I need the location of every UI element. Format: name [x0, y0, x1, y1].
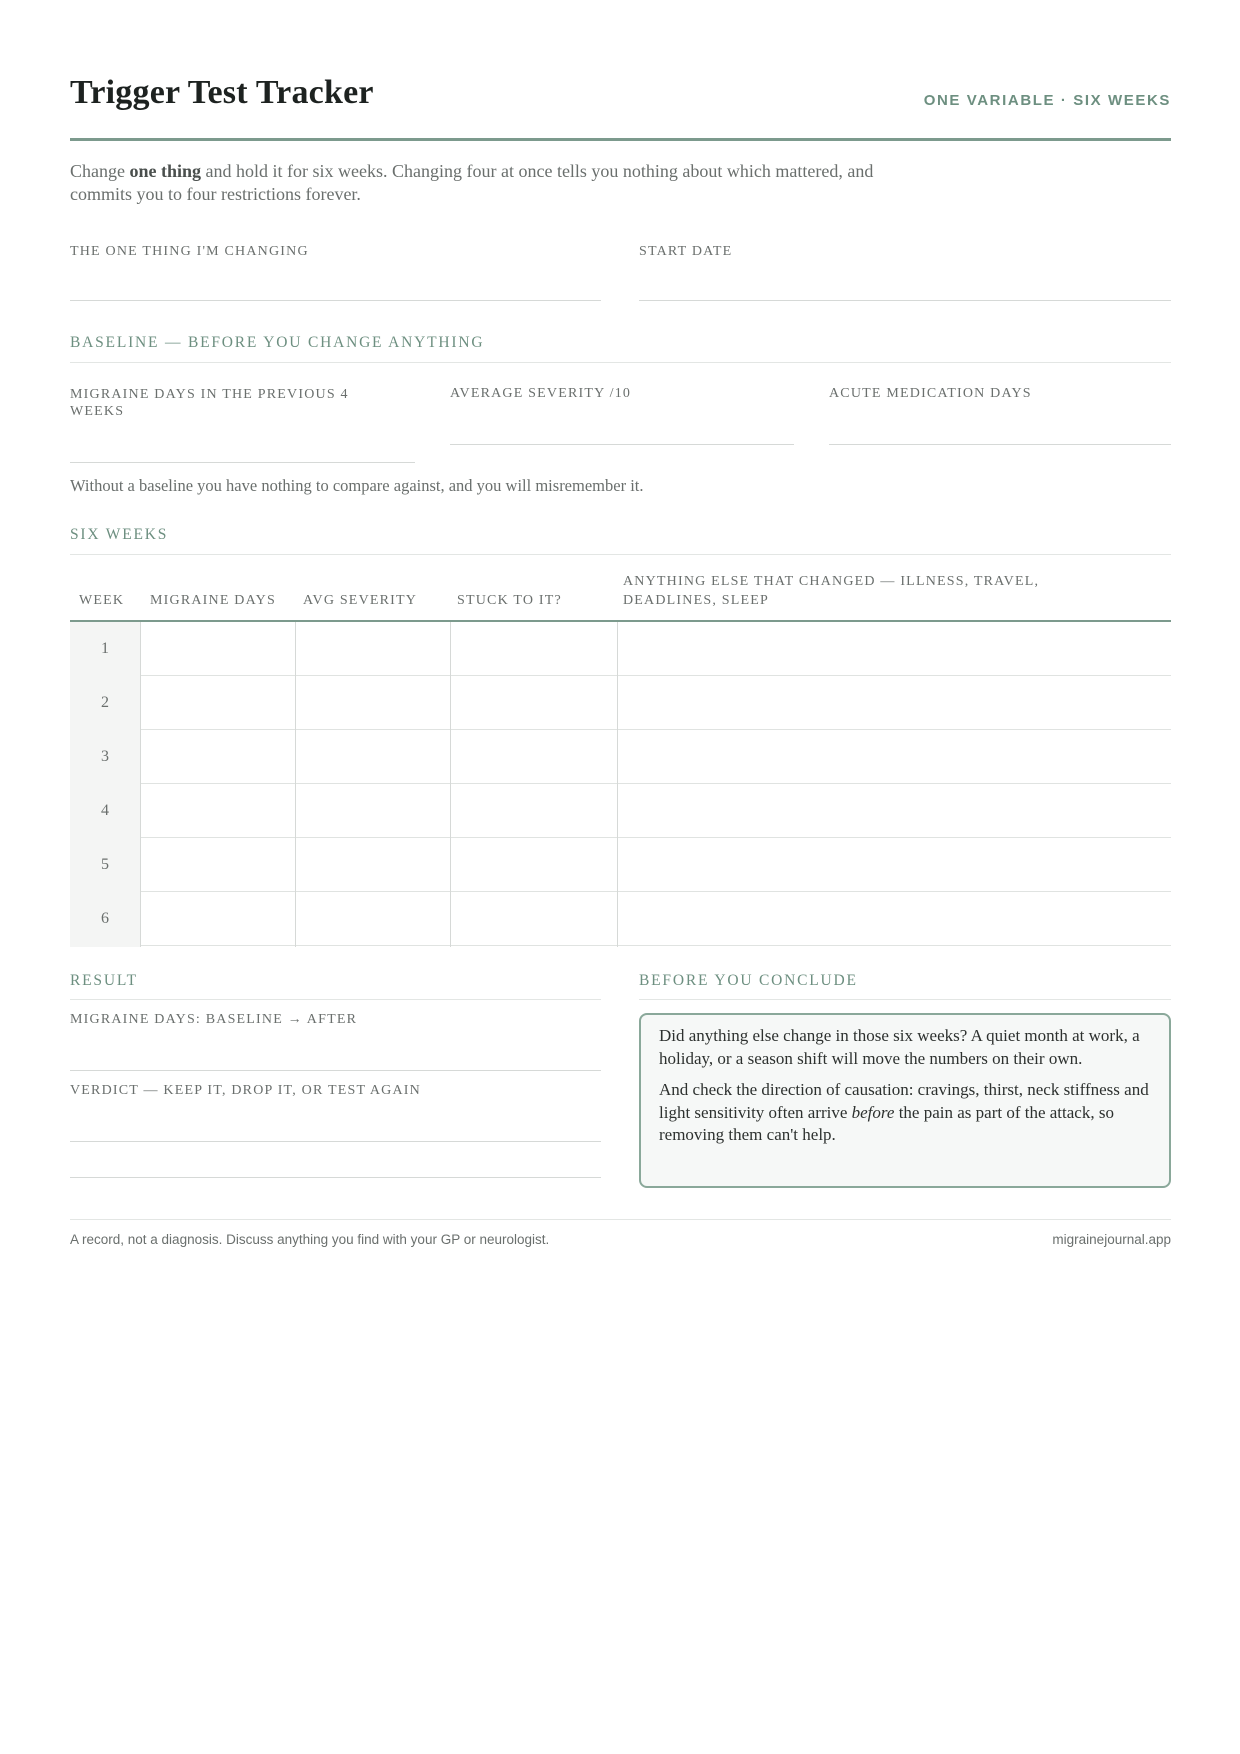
result-migraine-days-field[interactable]	[70, 1012, 601, 1072]
baseline-heading: BASELINE — BEFORE YOU CHANGE ANYTHING	[70, 334, 485, 351]
stuck-to-it-cell[interactable]	[450, 784, 618, 839]
week-number: 4	[70, 784, 141, 839]
table-row	[70, 730, 1171, 784]
anything-else-cell[interactable]	[617, 784, 1171, 839]
avg-severity-cell[interactable]	[295, 676, 451, 731]
six-weeks-table	[70, 568, 1171, 946]
col-stuck-to-it: STUCK TO IT?	[457, 593, 562, 608]
six-weeks-heading: SIX WEEKS	[70, 526, 169, 543]
migraine-days-cell[interactable]	[140, 730, 296, 785]
avg-severity-cell[interactable]	[295, 730, 451, 785]
week-number: 3	[70, 730, 141, 785]
week-number: 2	[70, 676, 141, 731]
anything-else-cell[interactable]	[617, 892, 1171, 947]
avg-severity-cell[interactable]	[295, 892, 451, 947]
intro-text: Change one thing and hold it for six weeks. Changing four at once tells you nothing about which mattered, and commits you to four restrictions forever.	[70, 161, 874, 204]
anything-else-cell[interactable]	[617, 676, 1171, 731]
avg-severity-cell[interactable]	[295, 622, 451, 677]
week-number: 6	[70, 892, 141, 947]
start-date-label: START DATE	[639, 244, 733, 259]
table-row	[70, 784, 1171, 838]
page-title: Trigger Test Tracker	[70, 74, 374, 111]
verdict-field[interactable]	[70, 1083, 601, 1179]
col-anything-else: ANYTHING ELSE THAT CHANGED — ILLNESS, TRAVEL, DEADLINES, SLEEP	[623, 574, 1040, 608]
conclude-callout	[639, 1013, 1171, 1188]
stuck-to-it-cell[interactable]	[450, 676, 618, 731]
table-row	[70, 838, 1171, 892]
result-heading: RESULT	[70, 972, 138, 989]
baseline-note: Without a baseline you have nothing to compare against, and you will misremember it.	[70, 476, 644, 495]
migraine-days-cell[interactable]	[140, 838, 296, 893]
migraine-days-cell[interactable]	[140, 622, 296, 677]
week-number: 1	[70, 622, 141, 677]
avg-severity-cell[interactable]	[295, 838, 451, 893]
table-header	[70, 568, 1171, 622]
footer-disclaimer: A record, not a diagnosis. Discuss anything you find with your GP or neurologist.	[70, 1232, 550, 1247]
col-week: WEEK	[79, 593, 125, 608]
table-row	[70, 622, 1171, 676]
anything-else-cell[interactable]	[617, 838, 1171, 893]
page-tagline: ONE VARIABLE · SIX WEEKS	[923, 92, 1171, 109]
anything-else-cell[interactable]	[617, 622, 1171, 677]
stuck-to-it-cell[interactable]	[450, 730, 618, 785]
baseline-migraine-days-field[interactable]	[70, 386, 415, 464]
one-thing-label: THE ONE THING I'M CHANGING	[70, 244, 309, 259]
migraine-days-cell[interactable]	[140, 892, 296, 947]
baseline-acute-med-label: ACUTE MEDICATION DAYS	[829, 386, 1032, 401]
stuck-to-it-cell[interactable]	[450, 838, 618, 893]
col-avg-severity: AVG SEVERITY	[303, 593, 418, 608]
conclude-paragraph-2: And check the direction of causation: cravings, thirst, neck stiffness and light sensitivity often arrive before the pain as part of the attack, so removing them can't help.	[659, 1080, 1149, 1144]
stuck-to-it-cell[interactable]	[450, 892, 618, 947]
col-migraine-days: MIGRAINE DAYS	[150, 593, 276, 608]
stuck-to-it-cell[interactable]	[450, 622, 618, 677]
table-row	[70, 892, 1171, 946]
avg-severity-cell[interactable]	[295, 784, 451, 839]
week-number: 5	[70, 838, 141, 893]
baseline-avg-severity-label: AVERAGE SEVERITY /10	[450, 386, 632, 401]
anything-else-cell[interactable]	[617, 730, 1171, 785]
one-thing-field[interactable]	[70, 244, 601, 302]
conclude-paragraph-1: Did anything else change in those six weeks? A quiet month at work, a holiday, or a season shift will move the numbers on their own.	[659, 1026, 1140, 1068]
baseline-migraine-days-label: MIGRAINE DAYS IN THE PREVIOUS 4 WEEKS	[70, 387, 349, 419]
verdict-label: VERDICT — KEEP IT, DROP IT, OR TEST AGAIN	[70, 1083, 421, 1098]
start-date-field[interactable]	[639, 244, 1171, 302]
page-header	[70, 74, 1171, 141]
result-migraine-days-label: MIGRAINE DAYS: BASELINE → AFTER	[70, 1012, 358, 1027]
baseline-acute-med-field[interactable]	[829, 386, 1171, 446]
footer-site: migrainejournal.app	[1052, 1232, 1171, 1247]
baseline-avg-severity-field[interactable]	[450, 386, 794, 446]
intro-emphasis: one thing	[129, 161, 202, 181]
table-row	[70, 676, 1171, 730]
migraine-days-cell[interactable]	[140, 676, 296, 731]
conclude-heading: BEFORE YOU CONCLUDE	[639, 972, 858, 989]
migraine-days-cell[interactable]	[140, 784, 296, 839]
